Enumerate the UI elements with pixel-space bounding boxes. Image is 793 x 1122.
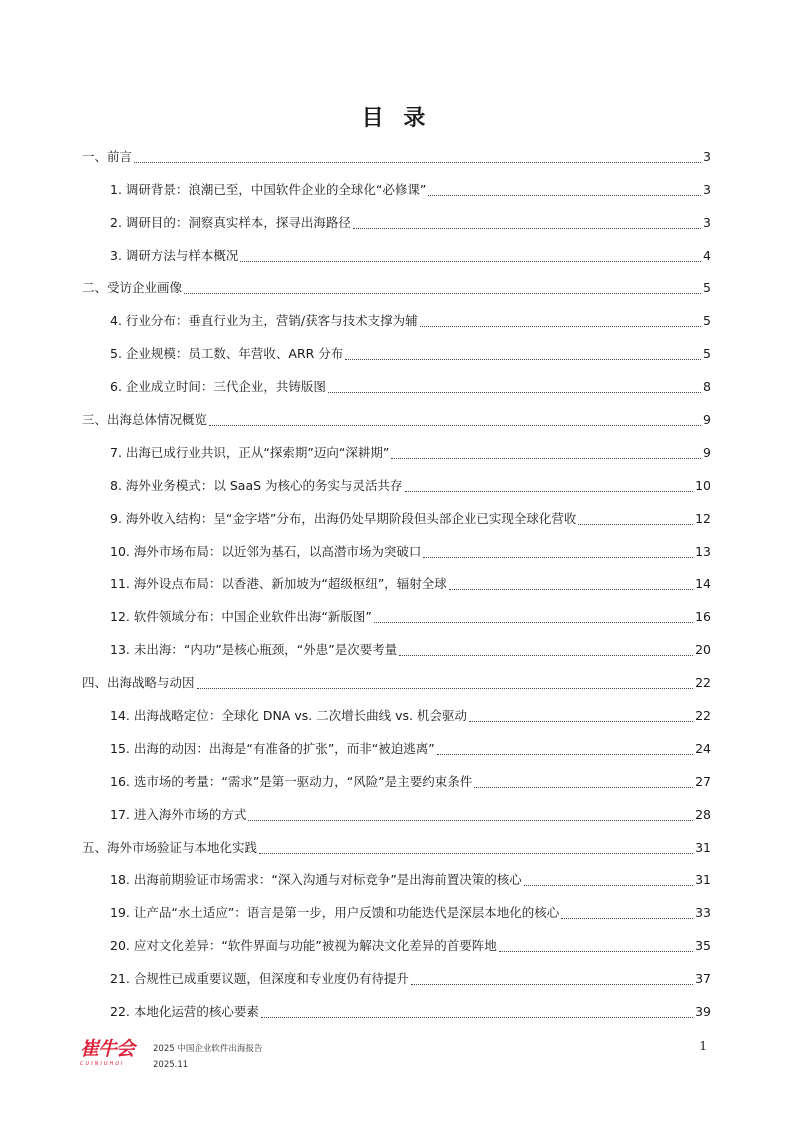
- toc-entry-page: 3: [703, 181, 711, 197]
- logo-subtext: CUINIUHUI: [80, 1061, 125, 1067]
- toc-subsection-entry[interactable]: [82, 600, 711, 633]
- toc-entry-label: 17. 进入海外市场的方式: [110, 806, 247, 822]
- dot-leader: [134, 161, 701, 163]
- dot-leader: [437, 753, 693, 755]
- logo-text: 崔牛会: [80, 1038, 135, 1060]
- report-title: 2025 中国企业软件出海报告: [153, 1044, 263, 1054]
- dot-leader: [499, 950, 693, 952]
- toc-entry-label: 7. 出海已成行业共识，正从“探索期”迈向“深耕期”: [110, 444, 390, 460]
- brand-logo: [80, 1038, 144, 1072]
- dot-leader: [405, 490, 694, 492]
- toc-entry-page: 20: [695, 642, 711, 658]
- toc-subsection-entry[interactable]: [82, 535, 711, 568]
- dot-leader: [184, 292, 701, 294]
- toc-entry-page: 5: [703, 280, 711, 296]
- toc-entry-page: 31: [695, 872, 711, 888]
- toc-entry-page: 5: [703, 346, 711, 362]
- toc-entry-page: 10: [695, 477, 711, 493]
- toc-entry-label: 三、出海总体情况概览: [82, 412, 208, 428]
- toc-entry-label: 4. 行业分布：垂直行业为主，营销/获客与技术支撑为辅: [110, 313, 418, 329]
- toc-subsection-entry[interactable]: [82, 206, 711, 239]
- toc-entry-page: 24: [695, 740, 711, 756]
- toc-section-entry[interactable]: [82, 272, 711, 305]
- toc-entry-label: 9. 海外收入结构：呈“金字塔”分布，出海仍处早期阶段但头部企业已实现全球化营收: [110, 510, 577, 526]
- toc-entry-label: 8. 海外业务模式：以 SaaS 为核心的务实与灵活共存: [110, 477, 403, 493]
- toc-entry-label: 21. 合规性已成重要议题，但深度和专业度仍有待提升: [110, 971, 409, 987]
- toc-entry-label: 10. 海外市场布局：以近邻为基石，以高潜市场为突破口: [110, 543, 422, 559]
- dot-leader: [209, 424, 701, 426]
- toc-entry-page: 4: [703, 247, 711, 263]
- toc-subsection-entry[interactable]: [82, 765, 711, 798]
- page-number: 1: [699, 1039, 707, 1053]
- dot-leader: [474, 786, 693, 788]
- toc-entry-page: 3: [703, 214, 711, 230]
- toc-subsection-entry[interactable]: [82, 370, 711, 403]
- dot-leader: [345, 358, 701, 360]
- toc-entry-label: 16. 选市场的考量：“需求”是第一驱动力，“风险”是主要约束条件: [110, 773, 473, 789]
- toc-entry-label: 二、受访企业画像: [82, 280, 183, 296]
- toc-entry-page: 27: [695, 773, 711, 789]
- toc-subsection-entry[interactable]: [82, 962, 711, 995]
- page-title: 目 录: [361, 106, 432, 131]
- dot-leader: [428, 194, 701, 196]
- toc-entry-label: 11. 海外设点布局：以香港、新加坡为“超级枢纽”，辐射全球: [110, 576, 447, 592]
- toc-subsection-entry[interactable]: [82, 304, 711, 337]
- toc-entry-label: 6. 企业成立时间：三代企业，共铸版图: [110, 379, 326, 395]
- toc-entry-page: 28: [695, 806, 711, 822]
- dot-leader: [524, 884, 693, 886]
- dot-leader: [353, 227, 701, 229]
- dot-leader: [578, 523, 693, 525]
- dot-leader: [469, 720, 693, 722]
- toc-entry-page: 8: [703, 379, 711, 395]
- toc-entry-page: 33: [695, 905, 711, 921]
- toc-entry-label: 12. 软件领域分布：中国企业软件出海“新版图”: [110, 609, 372, 625]
- toc-entry-page: 22: [695, 708, 711, 724]
- page-footer: [80, 1038, 713, 1078]
- toc-entry-label: 19. 让产品“水土适应”：语言是第一步，用户反馈和功能迭代是深层本地化的核心: [110, 905, 560, 921]
- toc-subsection-entry[interactable]: [82, 436, 711, 469]
- table-of-contents: [82, 140, 711, 1028]
- dot-leader: [391, 457, 701, 459]
- toc-subsection-entry[interactable]: [82, 699, 711, 732]
- toc-entry-page: 14: [695, 576, 711, 592]
- toc-subsection-entry[interactable]: [82, 995, 711, 1028]
- dot-leader: [328, 391, 701, 393]
- dot-leader: [259, 852, 693, 854]
- toc-subsection-entry[interactable]: [82, 633, 711, 666]
- toc-entry-label: 四、出海战略与动因: [82, 675, 195, 691]
- toc-subsection-entry[interactable]: [82, 173, 711, 206]
- toc-entry-page: 13: [695, 543, 711, 559]
- toc-entry-page: 9: [703, 412, 711, 428]
- toc-entry-label: 3. 调研方法与样本概况: [110, 247, 239, 263]
- report-date: 2025.11: [153, 1060, 189, 1070]
- toc-subsection-entry[interactable]: [82, 732, 711, 765]
- dot-leader: [449, 588, 693, 590]
- toc-entry-page: 39: [695, 1004, 711, 1020]
- toc-entry-label: 22. 本地化运营的核心要素: [110, 1004, 259, 1020]
- toc-entry-page: 16: [695, 609, 711, 625]
- toc-entry-page: 22: [695, 675, 711, 691]
- toc-entry-page: 12: [695, 510, 711, 526]
- toc-entry-label: 13. 未出海：“内功”是核心瓶颈，“外患”是次要考量: [110, 642, 398, 658]
- toc-entry-label: 15. 出海的动因：出海是“有准备的扩张”，而非“被迫逃离”: [110, 740, 435, 756]
- toc-subsection-entry[interactable]: [82, 929, 711, 962]
- dot-leader: [261, 1016, 693, 1018]
- toc-section-entry[interactable]: [82, 140, 711, 173]
- toc-entry-page: 31: [695, 839, 711, 855]
- toc-section-entry[interactable]: [82, 666, 711, 699]
- toc-subsection-entry[interactable]: [82, 798, 711, 831]
- toc-entry-page: 35: [695, 938, 711, 954]
- toc-subsection-entry[interactable]: [82, 469, 711, 502]
- toc-subsection-entry[interactable]: [82, 864, 711, 897]
- toc-entry-label: 18. 出海前期验证市场需求：“深入沟通与对标竞争”是出海前置决策的核心: [110, 872, 522, 888]
- toc-entry-label: 五、海外市场验证与本地化实践: [82, 839, 258, 855]
- toc-entry-page: 37: [695, 971, 711, 987]
- dot-leader: [374, 621, 693, 623]
- toc-entry-page: 9: [703, 444, 711, 460]
- toc-entry-page: 3: [703, 148, 711, 164]
- toc-entry-label: 5. 企业规模：员工数、年营收、ARR 分布: [110, 346, 344, 362]
- toc-section-entry[interactable]: [82, 831, 711, 864]
- toc-entry-page: 5: [703, 313, 711, 329]
- toc-entry-label: 1. 调研背景：浪潮已至，中国软件企业的全球化“必修课”: [110, 181, 427, 197]
- dot-leader: [411, 983, 693, 985]
- toc-subsection-entry[interactable]: [82, 239, 711, 272]
- toc-subsection-entry[interactable]: [82, 502, 711, 535]
- dot-leader: [240, 260, 701, 262]
- dot-leader: [399, 654, 693, 656]
- dot-leader: [197, 687, 694, 689]
- toc-section-entry[interactable]: [82, 403, 711, 436]
- dot-leader: [420, 325, 701, 327]
- dot-leader: [423, 556, 693, 558]
- toc-subsection-entry[interactable]: [82, 337, 711, 370]
- dot-leader: [561, 917, 693, 919]
- toc-entry-label: 一、前言: [82, 148, 133, 164]
- toc-subsection-entry[interactable]: [82, 568, 711, 601]
- toc-entry-label: 2. 调研目的：洞察真实样本，探寻出海路径: [110, 214, 351, 230]
- toc-subsection-entry[interactable]: [82, 896, 711, 929]
- toc-entry-label: 14. 出海战略定位：全球化 DNA vs. 二次增长曲线 vs. 机会驱动: [110, 708, 468, 724]
- toc-entry-label: 20. 应对文化差异：“软件界面与功能”被视为解决文化差异的首要阵地: [110, 938, 497, 954]
- footer-text: [153, 1041, 262, 1073]
- dot-leader: [248, 819, 693, 821]
